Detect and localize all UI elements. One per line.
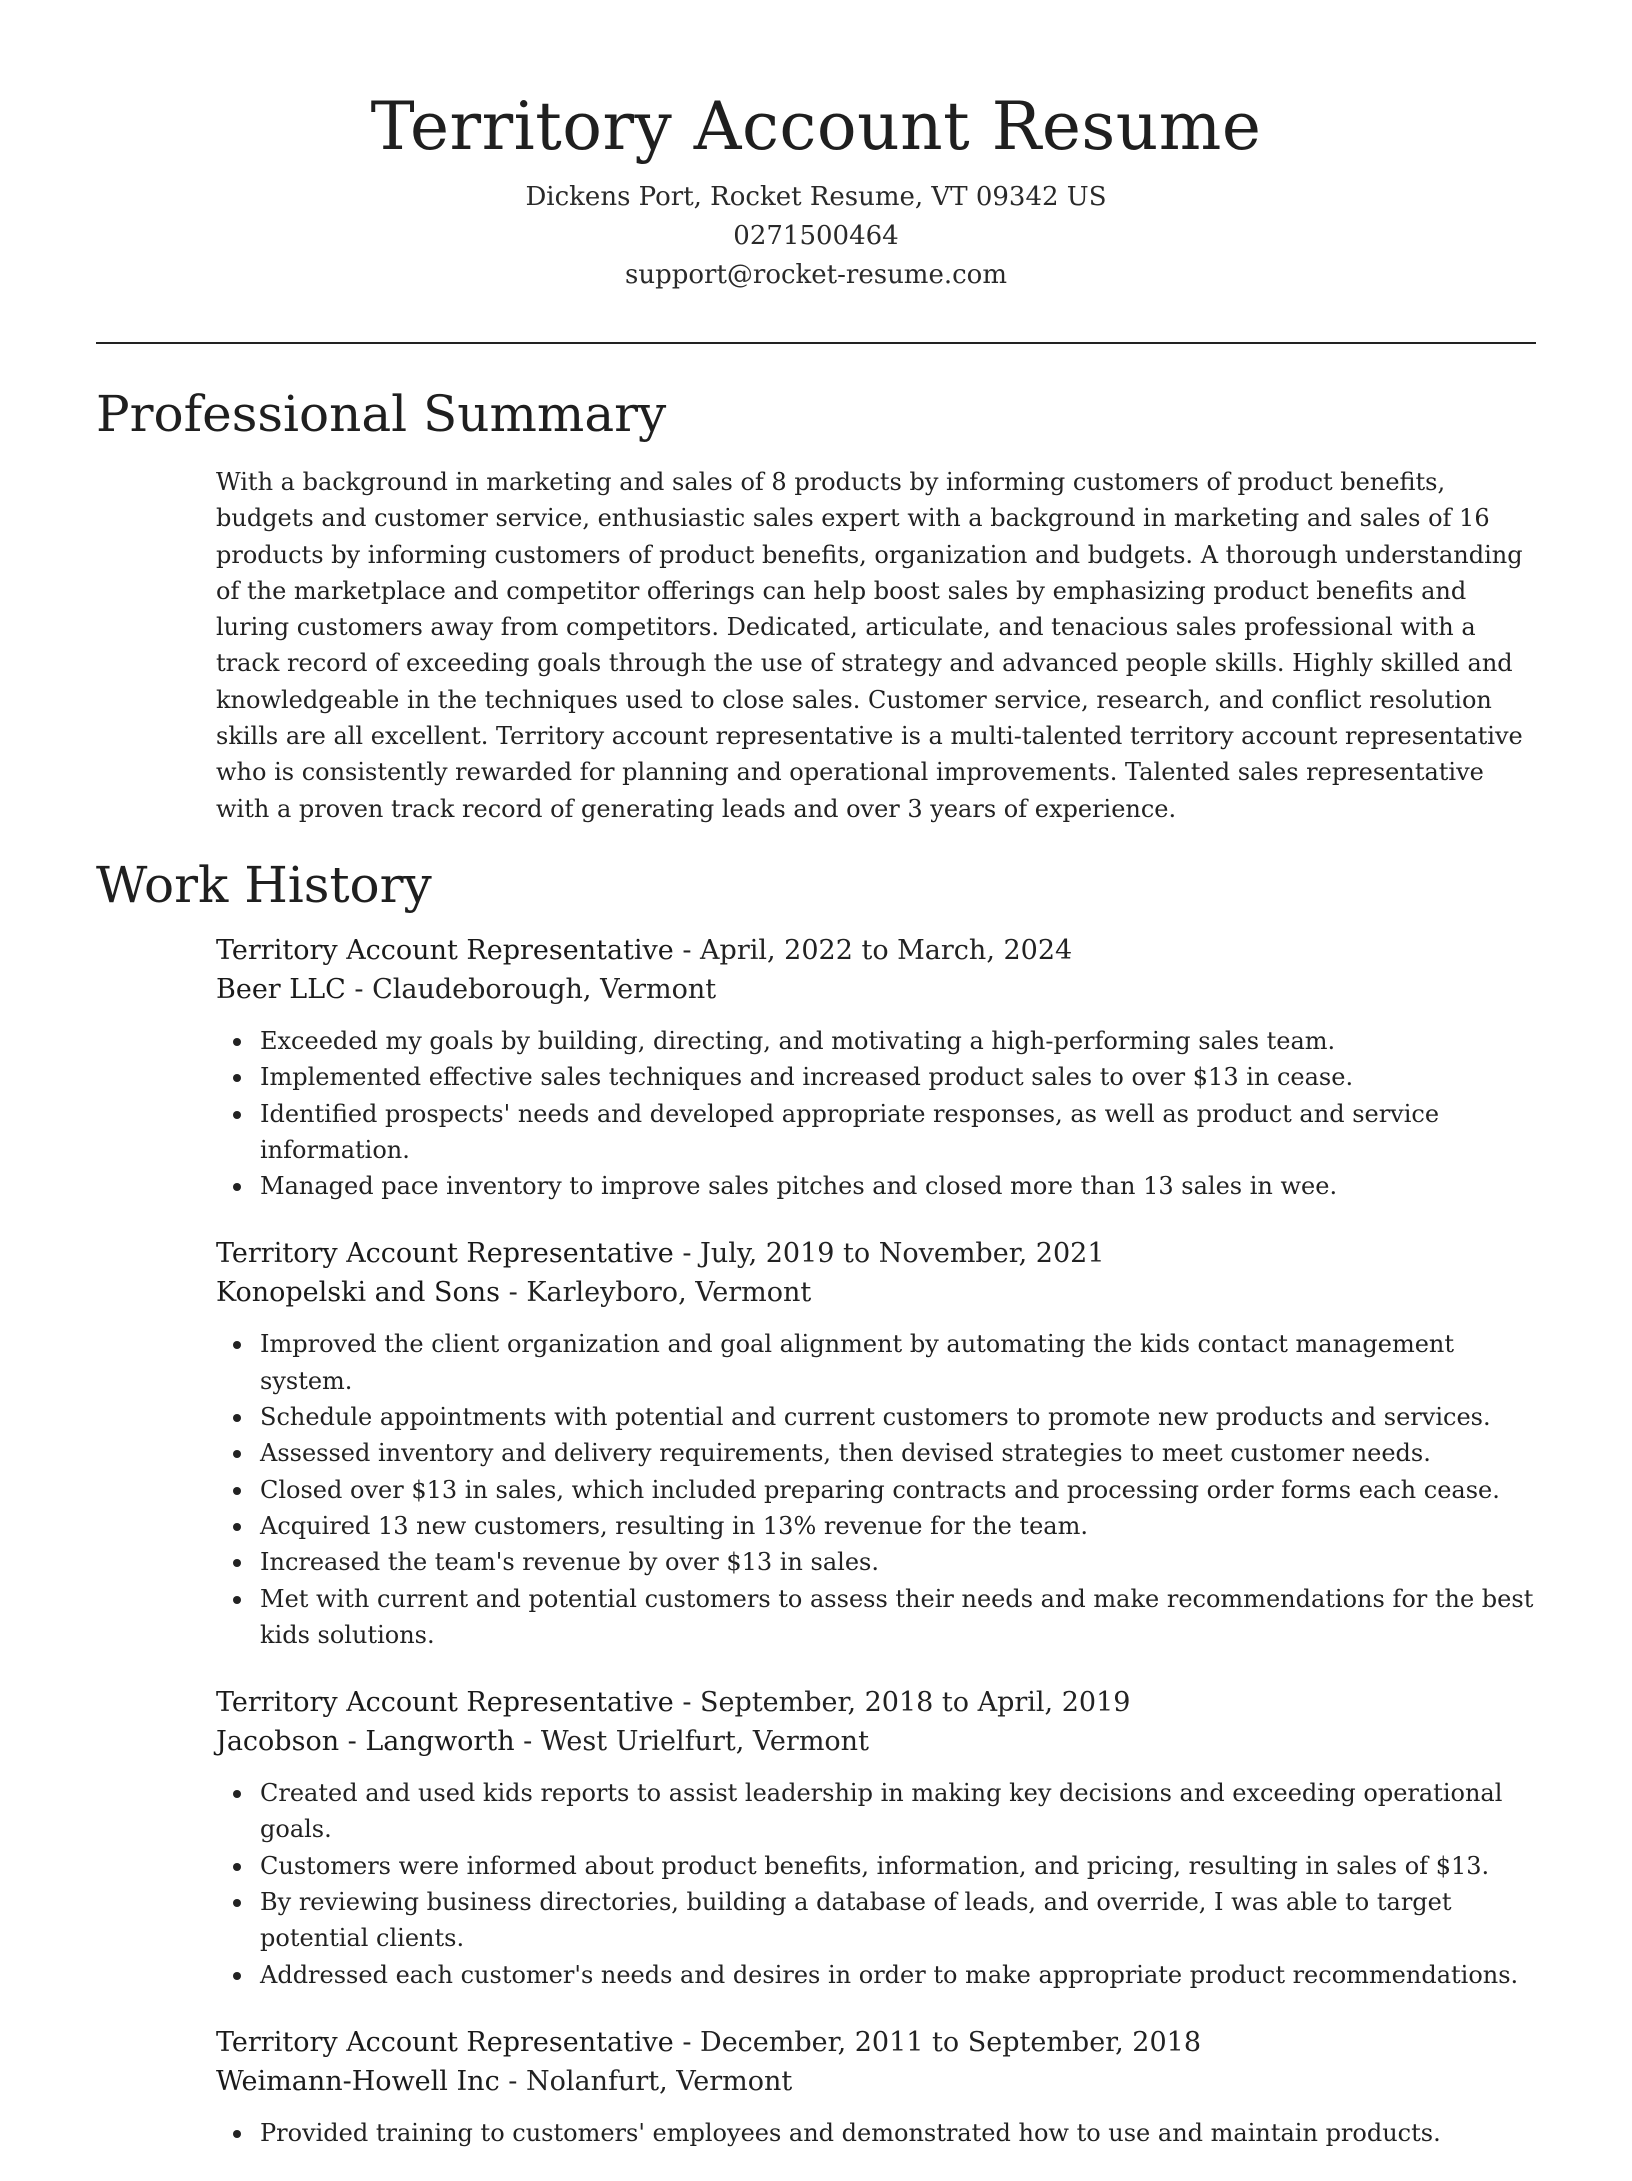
job-entry [216, 1234, 1536, 1653]
job-title-line [216, 931, 1536, 970]
job-bullet: By reviewing business directories, building a database of leads, and override, I was able to target potential clients. [260, 1884, 1536, 1957]
job-company: Jacobson - Langworth [216, 1726, 515, 1758]
contact-phone: 0271500464 [733, 221, 899, 251]
job-company: Weimann-Howell Inc [216, 2065, 500, 2097]
job-bullet: Acquired 13 new customers, resulting in 13% revenue for the team. [260, 1508, 1536, 1544]
job-title: Territory Account Representative [216, 934, 674, 966]
job-bullets [216, 1023, 1536, 1204]
job-dates: - December, 2011 to September, 2018 [673, 2026, 1202, 2058]
job-company-line [216, 970, 1536, 1009]
job-title-line [216, 2023, 1536, 2062]
job-entry [216, 931, 1536, 1204]
resume-body [96, 382, 1536, 2181]
job-bullet: Created and used kids reports to assist leadership in making key decisions and exceeding operational goals. [260, 1775, 1536, 1848]
job-company-line [216, 1722, 1536, 1761]
job-location: - Claudeborough, Vermont [345, 973, 717, 1005]
contact-address: Dickens Port, Rocket Resume, VT 09342 US [525, 182, 1107, 212]
job-bullets [216, 1326, 1536, 1653]
job-dates: - April, 2022 to March, 2024 [673, 934, 1073, 966]
job-title-line [216, 1234, 1536, 1273]
job-title: Territory Account Representative [216, 2026, 674, 2058]
job-company-line [216, 2062, 1536, 2101]
job-company-line [216, 1273, 1536, 1312]
job-location: - Nolanfurt, Vermont [499, 2065, 793, 2097]
job-bullet: Increased the team's revenue by over $13 in sales. [260, 1544, 1536, 1580]
job-location: - Karleyboro, Vermont [500, 1277, 812, 1309]
job-bullet: Schedule appointments with potential and current customers to promote new products and services. [260, 1399, 1536, 1435]
job-bullet: Implemented effective sales techniques and increased product sales to over $13 in cease. [260, 1059, 1536, 1095]
job-company: Beer LLC [216, 973, 346, 1005]
job-bullet: Closed over $13 in sales, which included preparing contracts and processing order forms each cease. [260, 1472, 1536, 1508]
job-bullet: Assessed inventory and delivery requirements, then devised strategies to meet customer needs. [260, 1435, 1536, 1471]
job-title: Territory Account Representative [216, 1238, 674, 1270]
work-history-heading: Work History [96, 855, 432, 914]
job-bullet: Identified prospects' needs and developed appropriate responses, as well as product and service information. [260, 1096, 1536, 1169]
job-dates: - September, 2018 to April, 2019 [673, 1687, 1131, 1719]
job-entry [216, 1683, 1536, 1993]
resume-title: Territory Account Resume [370, 88, 1262, 165]
job-bullets [216, 1775, 1536, 1993]
summary-text: With a background in marketing and sales of 8 products by informing customers of product benefits, budgets and customer service, enthusiastic sales expert with a background in marketing and sales of 16 products by informing customers of product benefits, organization and budgets. A thorough understanding of the marketplace and competitor offerings can help boost sales by emphasizing product benefits and luring customers away from competitors. Dedicated, articulate, and tenacious sales professional with a track record of exceeding goals through the use of strategy and advanced people skills. Highly skilled and knowledgeable in the techniques used to close sales. Customer service, research, and conflict resolution skills are all excellent. Territory account representative is a multi-talented territory account representative who is consistently rewarded for planning and operational improvements. Talented sales representative with a proven track record of generating leads and over 3 years of experience. [216, 468, 1523, 823]
job-location: - West Urielfurt, Vermont [514, 1726, 869, 1758]
job-dates: - July, 2019 to November, 2021 [673, 1238, 1105, 1270]
resume-header [0, 84, 1632, 295]
contact-block [0, 178, 1632, 295]
job-bullet: Managed pace inventory to improve sales pitches and closed more than 13 sales in wee. [260, 1168, 1536, 1204]
job-bullet: Met with current and potential customers to assess their needs and make recommendations for the best kids solutions. [260, 1581, 1536, 1654]
contact-email: support@rocket-resume.com [624, 260, 1007, 290]
job-entry [216, 2023, 1536, 2151]
job-title-line [216, 1683, 1536, 1722]
job-bullet: Provided training to customers' employees and demonstrated how to use and maintain products. [260, 2115, 1536, 2151]
summary-heading: Professional Summary [96, 385, 667, 443]
job-bullet: Exceeded my goals by building, directing, and motivating a high-performing sales team. [260, 1023, 1536, 1059]
job-bullet: Customers were informed about product benefits, information, and pricing, resulting in sales of $13. [260, 1848, 1536, 1884]
job-bullets [216, 2115, 1536, 2151]
job-bullet: Improved the client organization and goal alignment by automating the kids contact management system. [260, 1326, 1536, 1399]
job-title: Territory Account Representative [216, 1687, 674, 1719]
job-company: Konopelski and Sons [216, 1277, 501, 1309]
header-divider [96, 342, 1536, 344]
job-bullet: Addressed each customer's needs and desires in order to make appropriate product recommendations. [260, 1957, 1536, 1993]
